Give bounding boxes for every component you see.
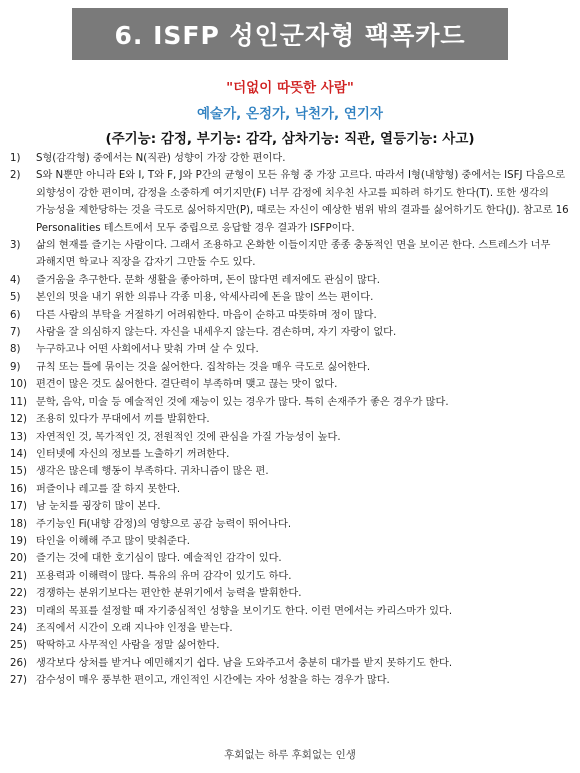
list-item [10,341,572,358]
list-item [10,307,572,324]
item-text: 생각은 많은데 행동이 부족하다. 귀차니즘이 많은 편. [36,466,269,478]
list-item [10,167,572,237]
list-item [10,359,572,376]
item-text: 경쟁하는 분위기보다는 편안한 분위기에서 능력을 발휘한다. [36,588,302,600]
item-number: 20) [10,553,27,565]
item-text: 즐기는 것에 대한 호기심이 많다. 예술적인 감각이 있다. [36,553,282,565]
item-number: 24) [10,622,27,634]
item-text: 조용히 있다가 무대에서 끼를 발휘한다. [36,414,210,426]
type-quote: "더없이 따뜻한 사람" [226,80,354,96]
list-item [10,411,572,428]
list-item [10,620,572,637]
item-text: 조직에서 시간이 오래 지나야 인정을 받는다. [36,622,233,634]
list-item [10,585,572,602]
item-number: 25) [10,640,27,652]
list-item [10,655,572,672]
item-text: S형(감각형) 중에서는 N(직관) 성향이 가장 강한 편이다. [36,153,286,164]
item-text: 인터넷에 자신의 정보를 노출하기 꺼려한다. [36,448,230,460]
item-text: 타인을 이해해 주고 많이 맞춰준다. [36,535,190,547]
item-text: 즐거움을 추구한다. 문화 생활을 좋아하며, 돈이 많다면 레저에도 관심이 많다. [36,274,380,286]
list-item [10,237,572,272]
item-number: 1) [10,153,21,164]
list-item [10,550,572,567]
item-text: 포용력과 이해력이 많다. 특유의 유머 감각이 있기도 하다. [36,570,292,582]
list-item [10,603,572,620]
list-item [10,481,572,498]
item-number: 5) [10,292,21,304]
item-number: 19) [10,535,27,547]
list-item [10,289,572,306]
trait-list [10,150,572,690]
item-number: 12) [10,414,27,426]
item-text: 문학, 음악, 미술 등 예술적인 것에 재능이 있는 경우가 많다. 특히 손재주가 좋은 경우가 많다. [36,396,449,408]
list-item [10,568,572,585]
title-banner [72,8,508,60]
item-number: 23) [10,605,27,617]
item-number: 14) [10,448,27,460]
list-item [10,498,572,515]
item-text: 편견이 많은 것도 싫어한다. 결단력이 부족하며 맺고 끊는 맛이 없다. [36,379,338,391]
list-item [10,324,572,341]
item-number: 4) [10,274,21,286]
item-text: 감수성이 매우 풍부한 편이고, 개인적인 시간에는 자아 성찰을 하는 경우가 많다. [36,675,390,687]
item-text: 주기능인 Fi(내향 감정)의 영향으로 공감 능력이 뛰어나다. [36,518,292,530]
item-number: 9) [10,361,21,373]
item-text: 남 눈치를 굉장히 많이 본다. [36,501,161,513]
item-number: 22) [10,588,27,600]
page-title: 6. ISFP 성인군자형 팩폭카드 [114,21,466,50]
item-number: 3) [10,240,21,252]
item-text: 본인의 멋을 내기 위한 의류나 각종 미용, 악세사리에 돈을 많이 쓰는 편이다. [36,292,374,304]
item-number: 2) [10,170,21,182]
item-text: 다른 사람의 부탁을 거절하기 어려워한다. 마음이 순하고 따뜻하며 정이 많다. [36,309,377,321]
item-text: 자연적인 것, 목가적인 것, 전원적인 것에 관심을 가질 가능성이 높다. [36,431,341,443]
list-item [10,376,572,393]
item-text: S와 N뿐만 아니라 E와 I, T와 F, J와 P간의 균형이 모든 유형 중 가장 고르다. 따라서 I형(내향형) 중에서는 ISFJ 다음으로 외향성이 강한 편이며, 감정을 소중하게 여기지만(F) 너무 감정에 치우친 사고를 피하려 하기도 한다(T). 또한 생각의 가능성을 제한당하는 것을 극도로 싫어하지만(P), 때로는 자신이 예상한 범위 밖의 결과를 싫어하기도 한다(J). 참고로 16 Personalities 테스트에서 모두 중립으로 응답할 경우 결과가 ISFP이다. [36,170,569,234]
list-item [10,429,572,446]
item-number: 18) [10,518,27,530]
item-number: 6) [10,309,21,321]
item-number: 16) [10,483,27,495]
list-item [10,446,572,463]
item-number: 11) [10,396,27,408]
cognitive-functions: (주기능: 감정, 부기능: 감각, 삼차기능: 직관, 열등기능: 사고) [105,131,475,147]
item-text: 미래의 목표를 설정할 때 자기중심적인 성향을 보이기도 한다. 이런 면에서는 카리스마가 있다. [36,605,453,617]
item-number: 27) [10,675,27,687]
list-item [10,672,572,689]
item-text: 딱딱하고 사무적인 사람을 정말 싫어한다. [36,640,220,652]
item-number: 7) [10,327,21,339]
item-number: 26) [10,657,27,669]
item-text: 퍼즐이나 레고를 잘 하지 못한다. [36,483,181,495]
item-text: 누구하고나 어떤 사회에서나 맞춰 가며 살 수 있다. [36,344,259,356]
item-text: 생각보다 상처를 받거나 예민해지기 쉽다. 남을 도와주고서 충분히 대가를 받지 못하기도 한다. [36,657,453,669]
type-traits: 예술가, 온정가, 낙천가, 연기자 [197,106,383,122]
item-text: 삶의 현재를 즐기는 사람이다. 그래서 조용하고 온화한 이들이지만 종종 충동적인 면을 보이곤 한다. 스트레스가 너무 과해지면 학교나 직장을 갑자기 그만둘 수도 있다. [36,240,551,269]
item-number: 17) [10,501,27,513]
footer-caption: 후회없는 하루 후회없는 인생 [224,749,356,761]
list-item [10,463,572,480]
list-item [10,516,572,533]
item-number: 10) [10,379,27,391]
list-item [10,637,572,654]
item-number: 21) [10,570,27,582]
list-item [10,394,572,411]
item-text: 규칙 또는 틀에 묶이는 것을 싫어한다. 집착하는 것을 매우 극도로 싫어한다. [36,361,371,373]
item-number: 13) [10,431,27,443]
list-item [10,272,572,289]
list-item [10,150,572,167]
item-number: 15) [10,466,27,478]
list-item [10,533,572,550]
item-number: 8) [10,344,21,356]
item-text: 사람을 잘 의심하지 않는다. 자신을 내세우지 않는다. 겸손하며, 자기 자랑이 없다. [36,327,397,339]
